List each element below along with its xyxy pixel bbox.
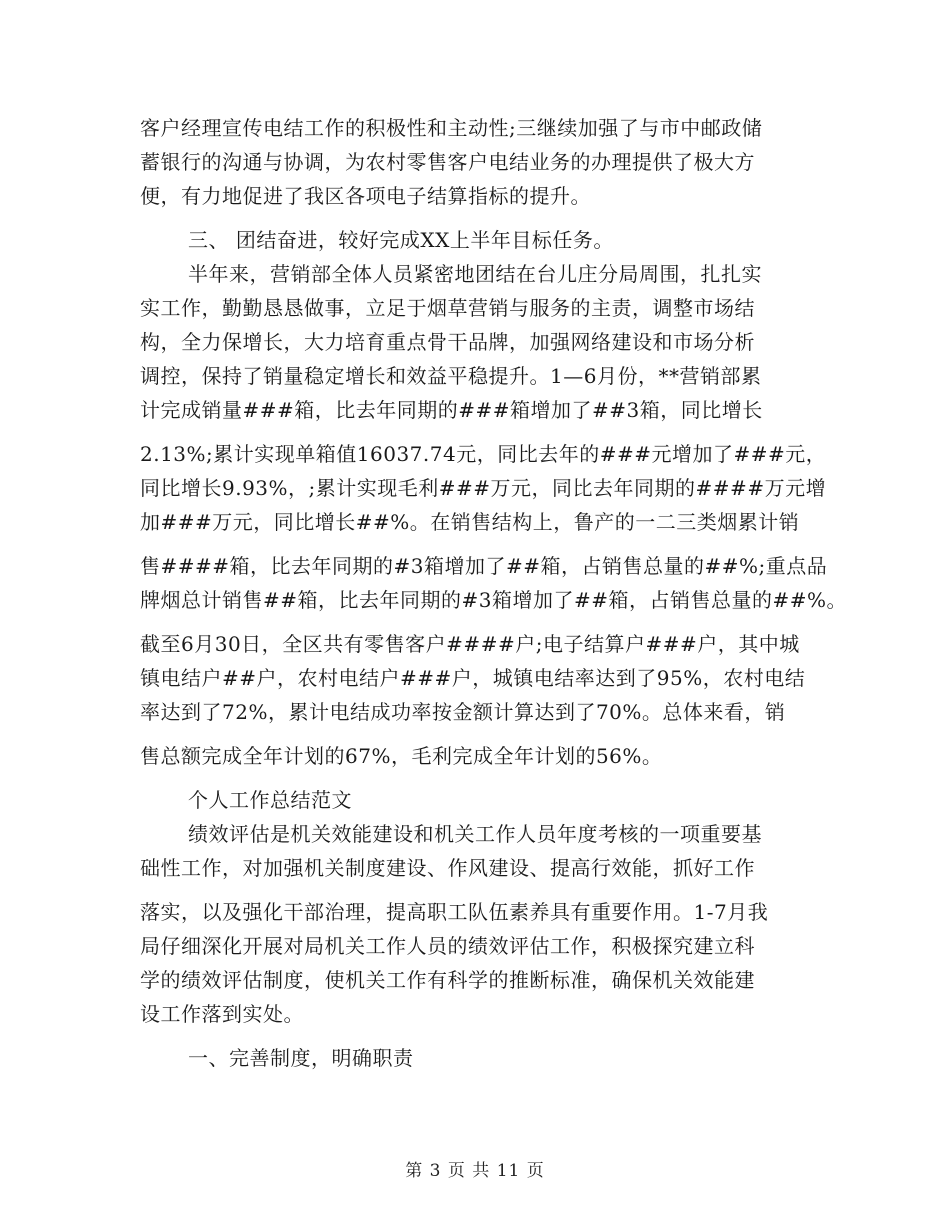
text-line: 构，全力保增长，大力培育重点骨干品牌，加强网络建设和市场分析 [140, 330, 755, 354]
text-line: 绩效评估是机关效能建设和机关工作人员年度考核的一项重要基 [188, 822, 762, 846]
text-line: 加###万元，同比增长##%。在销售结构上，鲁产的一二三类烟累计销 [140, 510, 800, 534]
text-line: 实工作，勤勤恳恳做事，立足于烟草营销与服务的主责，调整市场结 [140, 296, 755, 320]
text-line: 牌烟总计销售##箱，比去年同期的#3箱增加了##箱，占销售总量的##%。 [140, 588, 848, 612]
text-line: 率达到了72%，累计电结成功率按金额计算达到了70%。总体来看，销 [140, 700, 786, 724]
text-line: 计完成销量###箱，比去年同期的###箱增加了##3箱，同比增长 [140, 398, 763, 422]
text-line: 镇电结户##户，农村电结户###户，城镇电结率达到了95%，农村电结 [140, 666, 806, 690]
text-line: 设工作落到实处。 [140, 1002, 304, 1026]
text-line: 截至6月30日，全区共有零售客户####户;电子结算户###户，其中城 [140, 632, 800, 656]
text-line: 售####箱，比去年同期的#3箱增加了##箱，占销售总量的##%;重点品 [140, 554, 828, 578]
text-line: 局仔细深化开展对局机关工作人员的绩效评估工作，积极探究建立科 [140, 934, 755, 958]
section-heading: 三、 团结奋进，较好完成XX上半年目标任务。 [188, 228, 614, 252]
text-line: 便，有力地促进了我区各项电子结算指标的提升。 [140, 184, 591, 208]
text-line: 落实，以及强化干部治理，提高职工队伍素养具有重要作用。1-7月我 [140, 900, 769, 924]
text-line: 同比增长9.93%，;累计实现毛利###万元，同比去年同期的####万元增 [140, 476, 827, 500]
section-heading: 个人工作总结范文 [188, 788, 352, 812]
text-line: 础性工作，对加强机关制度建设、作风建设、提高行效能，抓好工作 [140, 856, 755, 880]
page-number-footer: 第 3 页 共 11 页 [405, 1161, 545, 1181]
section-heading: 一、完善制度，明确职责 [188, 1046, 414, 1070]
text-line: 半年来，营销部全体人员紧密地团结在台儿庄分局周围，扎扎实 [188, 262, 762, 286]
text-line: 2.13%;累计实现单箱值16037.74元，同比去年的###元增加了###元， [140, 442, 827, 466]
text-line: 售总额完成全年计划的67%，毛利完成全年计划的56%。 [140, 744, 663, 768]
text-line: 蓄银行的沟通与协调，为农村零售客户电结业务的办理提供了极大方 [140, 150, 755, 174]
text-line: 学的绩效评估制度，使机关工作有科学的推断标准，确保机关效能建 [140, 968, 755, 992]
text-line: 调控，保持了销量稳定增长和效益平稳提升。1—6月份，**营销部累 [140, 364, 762, 388]
text-line: 客户经理宣传电结工作的积极性和主动性;三继续加强了与市中邮政储 [140, 116, 763, 140]
